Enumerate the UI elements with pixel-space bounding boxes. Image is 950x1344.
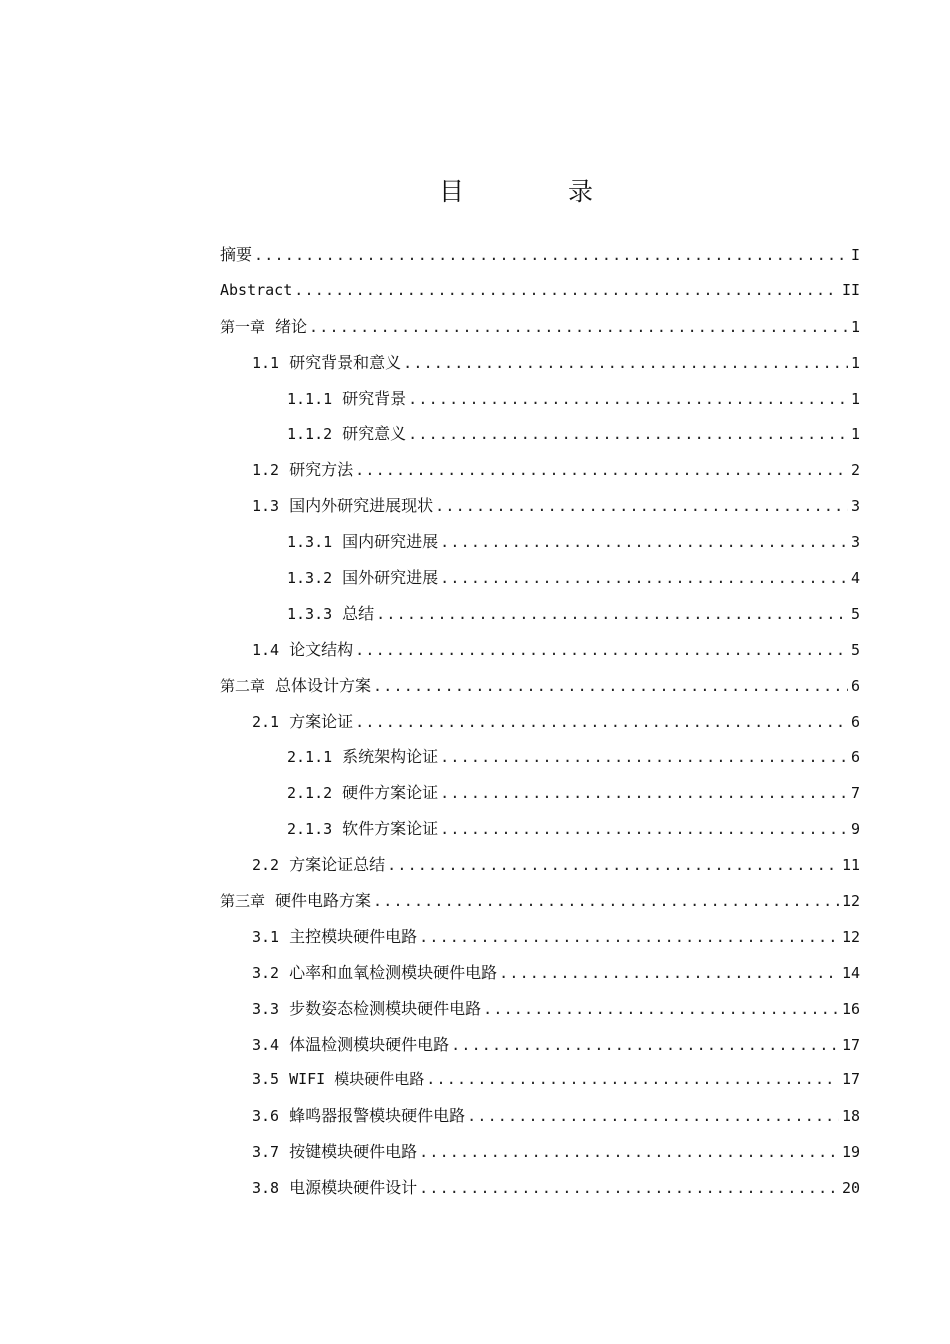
toc-entry[interactable] (220, 488, 860, 524)
toc-entry-page-number: 9 (850, 820, 860, 839)
toc-entry-title: 绪论 (275, 316, 308, 336)
toc-entry-title: 体温检测模块硬件电路 (289, 1034, 450, 1054)
toc-dot-leader (419, 1135, 839, 1171)
toc-entry[interactable] (220, 632, 860, 668)
toc-entry-number: 1.4 (252, 640, 280, 659)
toc-entry-page-number: 6 (850, 748, 860, 767)
toc-entry-page-number: 1 (850, 389, 860, 408)
toc-dot-leader (355, 633, 848, 669)
toc-entry-title: 步数姿态检测模块硬件电路 (289, 998, 482, 1018)
toc-dot-leader (426, 1062, 839, 1098)
toc-entry-number: 1.3 (252, 497, 280, 516)
toc-dot-leader (435, 489, 848, 525)
toc-dot-leader (309, 310, 848, 346)
toc-entry-page-number: II (841, 280, 860, 299)
toc-entry-page-number: 12 (841, 892, 860, 911)
toc-entry[interactable] (220, 560, 860, 596)
toc-entry-title: 总结 (342, 603, 375, 623)
toc-entry-title: 硬件电路方案 (275, 891, 372, 911)
toc-entry[interactable] (220, 1062, 860, 1098)
toc-entry-number: 1.1 (252, 353, 280, 372)
toc-dot-leader (467, 1099, 839, 1135)
toc-entry-title: 主控模块硬件电路 (289, 926, 418, 946)
toc-entry-number: 第三章 (220, 892, 266, 911)
toc-entry-number: 1.3.2 (287, 569, 333, 588)
toc-entry-number: 第一章 (220, 317, 266, 336)
toc-dot-leader (440, 776, 848, 812)
toc-entry[interactable] (220, 739, 860, 775)
toc-entry-title: 国外研究进展 (342, 568, 439, 588)
toc-entry-number: 3.8 (252, 1179, 280, 1198)
toc-entry-page-number: 3 (850, 497, 860, 516)
toc-entry-title: 方案论证 (289, 711, 354, 731)
toc-entry-title: 研究意义 (342, 424, 407, 444)
page-title: 目 录 (439, 177, 641, 206)
toc-entry-number: 1.1.1 (287, 389, 333, 408)
toc-entry-page-number: 19 (841, 1143, 860, 1162)
toc-entry[interactable] (220, 1027, 860, 1063)
toc-dot-leader (451, 1028, 839, 1064)
toc-dot-leader (440, 740, 848, 776)
toc-entry[interactable] (220, 919, 860, 955)
toc-entry-page-number: 6 (850, 712, 860, 731)
toc-entry[interactable] (220, 524, 860, 560)
toc-dot-leader (440, 812, 848, 848)
toc-entry-number: 1.2 (252, 461, 280, 480)
toc-entry[interactable] (220, 237, 860, 273)
toc-entry-page-number: 2 (850, 461, 860, 480)
toc-entry-number: 2.1.2 (287, 784, 333, 803)
toc-entry-number: 1.3.3 (287, 604, 333, 623)
toc-entry-title: 研究背景和意义 (289, 352, 402, 372)
toc-dot-leader (373, 884, 839, 920)
toc-entry-page-number: I (850, 246, 860, 264)
toc-entry-title: 国内外研究进展现状 (289, 496, 434, 516)
toc-entry-title: 系统架构论证 (342, 747, 439, 767)
toc-entry-title: 研究背景 (342, 388, 407, 408)
toc-entry-title: 方案论证总结 (289, 855, 386, 875)
toc-entry-title: 按键模块硬件电路 (289, 1142, 418, 1162)
toc-entry[interactable] (220, 668, 860, 704)
toc-entry[interactable] (220, 847, 860, 883)
toc-entry[interactable] (220, 1170, 860, 1206)
toc-entry[interactable] (220, 883, 860, 919)
toc-entry-number: 3.2 (252, 963, 280, 982)
toc-dot-leader (408, 417, 848, 453)
toc-dot-leader (373, 669, 848, 705)
toc-entry[interactable] (220, 273, 860, 309)
toc-entry-title: 心率和血氧检测模块硬件电路 (289, 962, 498, 982)
toc-entry-number: 3.5 (252, 1070, 280, 1089)
toc-entry[interactable] (220, 345, 860, 381)
toc-entry-page-number: 12 (841, 927, 860, 946)
toc-entry-title: 总体设计方案 (275, 675, 372, 695)
toc-entry-page-number: 7 (850, 784, 860, 803)
toc-entry-number: 2.2 (252, 856, 280, 875)
toc-entry-title: Abstract (220, 280, 293, 299)
toc-dot-leader (440, 561, 848, 597)
toc-entry[interactable] (220, 991, 860, 1027)
toc-entry-title: WIFI 模块硬件电路 (289, 1070, 425, 1089)
toc-entry-page-number: 6 (850, 676, 860, 695)
toc-entry-page-number: 18 (841, 1107, 860, 1126)
toc-dot-leader (419, 920, 839, 956)
toc-entry-number: 2.1.1 (287, 748, 333, 767)
toc-dot-leader (440, 525, 848, 561)
table-of-contents (220, 237, 860, 1206)
toc-entry-number: 3.6 (252, 1107, 280, 1126)
toc-entry-title: 电源模块硬件设计 (289, 1178, 418, 1198)
toc-entry[interactable] (220, 309, 860, 345)
toc-dot-leader (419, 1171, 839, 1207)
toc-entry-number: 3.1 (252, 927, 280, 946)
toc-entry-title: 摘要 (220, 245, 253, 264)
toc-entry-title: 软件方案论证 (342, 819, 439, 839)
toc-entry-title: 国内研究进展 (342, 532, 439, 552)
toc-dot-leader (403, 346, 848, 382)
toc-entry-number: 1.3.1 (287, 533, 333, 552)
toc-dot-leader (355, 453, 848, 489)
toc-entry-title: 论文结构 (289, 639, 354, 659)
toc-entry[interactable] (220, 416, 860, 452)
toc-entry-page-number: 5 (850, 640, 860, 659)
toc-entry-page-number: 5 (850, 604, 860, 623)
toc-dot-leader (294, 273, 839, 309)
toc-entry[interactable] (220, 1134, 860, 1170)
toc-entry-page-number: 1 (850, 425, 860, 444)
toc-entry-number: 1.1.2 (287, 425, 333, 444)
toc-entry-page-number: 17 (841, 1035, 860, 1054)
toc-entry[interactable] (220, 381, 860, 417)
toc-entry-number: 2.1 (252, 712, 280, 731)
toc-entry[interactable] (220, 596, 860, 632)
toc-entry-number: 3.3 (252, 999, 280, 1018)
toc-entry[interactable] (220, 1098, 860, 1134)
toc-dot-leader (376, 597, 848, 633)
toc-dot-leader (499, 956, 839, 992)
toc-entry-page-number: 16 (841, 999, 860, 1018)
toc-entry-page-number: 11 (841, 856, 860, 875)
toc-entry-page-number: 17 (841, 1070, 860, 1089)
toc-entry-page-number: 20 (841, 1179, 860, 1198)
toc-dot-leader (387, 848, 839, 884)
toc-entry-title: 蜂鸣器报警模块硬件电路 (289, 1106, 466, 1126)
toc-entry-title: 硬件方案论证 (342, 783, 439, 803)
toc-entry-page-number: 3 (850, 533, 860, 552)
toc-entry[interactable] (220, 955, 860, 991)
toc-entry-page-number: 1 (850, 353, 860, 372)
toc-entry[interactable] (220, 704, 860, 740)
toc-dot-leader (355, 705, 848, 741)
toc-dot-leader (254, 238, 848, 274)
toc-entry-page-number: 1 (850, 317, 860, 336)
toc-entry[interactable] (220, 775, 860, 811)
toc-dot-leader (483, 992, 839, 1028)
toc-entry-number: 第二章 (220, 676, 266, 695)
toc-entry-number: 3.4 (252, 1035, 280, 1054)
toc-dot-leader (408, 382, 848, 418)
toc-entry[interactable] (220, 811, 860, 847)
toc-entry-number: 2.1.3 (287, 820, 333, 839)
toc-entry-page-number: 4 (850, 569, 860, 588)
toc-entry[interactable] (220, 452, 860, 488)
toc-entry-title: 研究方法 (289, 460, 354, 480)
toc-entry-page-number: 14 (841, 963, 860, 982)
toc-entry-number: 3.7 (252, 1143, 280, 1162)
